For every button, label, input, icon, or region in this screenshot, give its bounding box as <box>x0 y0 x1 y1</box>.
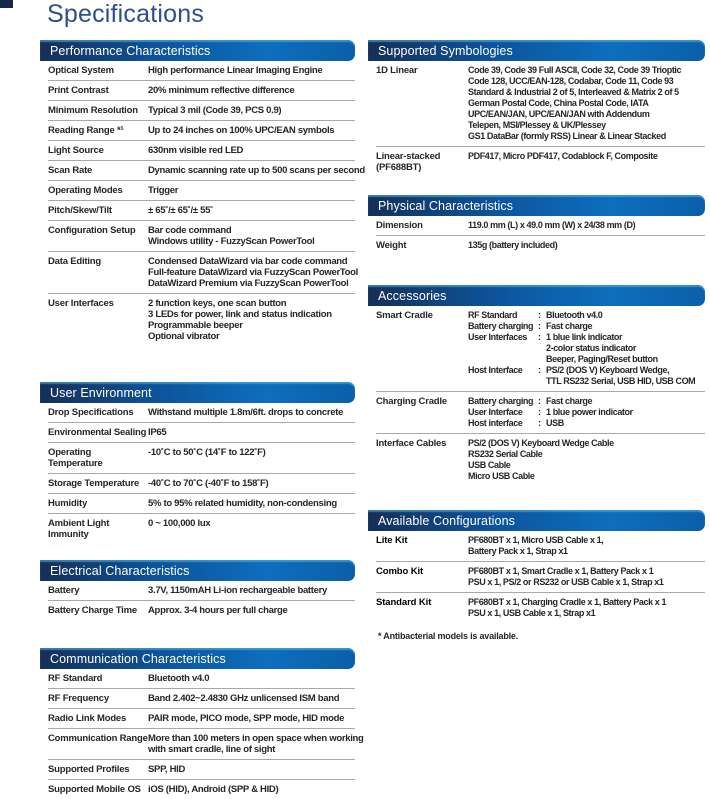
table-row <box>376 216 705 236</box>
sub-label: Host interface <box>468 418 523 428</box>
row-label <box>376 396 468 429</box>
sub-label: User Interfaces <box>468 332 528 342</box>
sub-value: Beeper, Paging/Reset button <box>546 354 658 364</box>
row-value <box>148 225 355 247</box>
spec-table-communication <box>48 669 364 799</box>
row-label-line: Smart Cradle <box>376 310 433 321</box>
row-label-line: Reading Range *¹ <box>48 125 124 136</box>
table-row <box>376 147 705 177</box>
sub-value: USB <box>546 418 564 428</box>
row-label <box>48 733 148 755</box>
row-value-line: Micro USB Cable <box>468 471 535 481</box>
section-electrical-characteristics <box>40 560 355 620</box>
row-label <box>48 427 148 438</box>
section-communication-characteristics <box>40 648 364 799</box>
row-value <box>148 145 355 156</box>
row-label-line: Lite Kit <box>376 535 408 546</box>
table-row <box>48 494 355 514</box>
row-label-line: Data Editing <box>48 256 102 267</box>
section-header-bar <box>368 195 705 216</box>
row-value <box>148 298 355 342</box>
section-header-bar <box>368 285 705 306</box>
colon-separator: : <box>538 418 541 428</box>
row-value-line: USB Cable <box>468 460 511 470</box>
row-label <box>48 407 148 418</box>
sub-label <box>468 376 538 387</box>
colon-separator: : <box>538 407 541 417</box>
table-row <box>48 181 355 201</box>
table-row <box>48 141 355 161</box>
row-label <box>48 764 148 775</box>
row-value-line: Full-feature DataWizard via FuzzyScan PowerTool <box>148 267 358 278</box>
section-header-bar <box>40 648 355 669</box>
row-value <box>148 205 355 216</box>
section-header-bar <box>40 40 355 61</box>
row-label-line: Optical System <box>48 65 114 76</box>
row-value <box>148 585 355 596</box>
row-value-line: PS/2 (DOS V) Keyboard Wedge Cable <box>468 438 614 448</box>
row-value <box>148 165 365 176</box>
section-header-bar <box>368 40 705 61</box>
table-row <box>48 760 355 780</box>
table-row <box>48 81 355 101</box>
row-value-line: More than 100 meters in open space when working <box>148 733 364 744</box>
row-label-line: Battery Charge Time <box>48 605 137 616</box>
table-row <box>376 236 705 255</box>
row-value-line: with smart cradle, line of sight <box>148 744 276 755</box>
page-corner-mark <box>0 0 13 8</box>
colon-separator <box>538 343 546 354</box>
table-row <box>48 689 355 709</box>
colon-separator: : <box>538 365 541 375</box>
section-title: Communication Characteristics <box>50 651 226 666</box>
row-value <box>148 498 355 509</box>
row-label-line: Minimum Resolution <box>48 105 138 116</box>
section-header-bar <box>40 560 355 581</box>
row-value-line <box>468 418 705 429</box>
sub-value: Fast charge <box>546 396 593 406</box>
row-value-line: UPC/EAN/JAN, UPC/EAN/JAN with Addendum <box>468 109 650 119</box>
row-label-line: Operating Modes <box>48 185 123 196</box>
row-value-line: PDF417, Micro PDF417, Codablock F, Composite <box>468 151 658 161</box>
row-value <box>468 396 705 429</box>
spec-table-performance <box>48 61 365 346</box>
row-label-line: Ambient Light Immunity <box>48 518 110 540</box>
row-value <box>148 693 355 704</box>
row-value-line: Trigger <box>148 185 179 196</box>
sub-label: Host Interface <box>468 365 523 375</box>
row-value-line: Code 128, UCC/EAN-128, Codabar, Code 11, Code 93 <box>468 76 674 86</box>
row-label <box>48 225 148 247</box>
row-value-line: Windows utility - FuzzyScan PowerTool <box>148 236 315 247</box>
row-label-line: 1D Linear <box>376 65 418 76</box>
row-value-line: 3 LEDs for power, link and status indication <box>148 309 332 320</box>
table-row <box>376 531 705 562</box>
row-value-line: 2 function keys, one scan button <box>148 298 287 309</box>
row-value-line: 119.0 mm (L) x 49.0 mm (W) x 24/38 mm (D) <box>468 220 636 230</box>
row-value <box>148 713 355 724</box>
table-row <box>48 729 364 760</box>
row-value-line <box>468 407 705 418</box>
row-label <box>48 165 148 176</box>
table-row <box>48 252 358 294</box>
table-row <box>48 514 355 544</box>
row-value-line: Telepen, MSI/Plessey & UK/Plessey <box>468 120 606 130</box>
row-label <box>48 256 148 289</box>
row-value-line: PSU x 1, USB Cable x 1, Strap x1 <box>468 608 596 618</box>
sub-label: Battery charging <box>468 396 534 406</box>
spec-table-physical <box>376 216 705 255</box>
row-label-line: Configuration Setup <box>48 225 136 236</box>
row-value-line: PF680BT x 1, Micro USB Cable x 1, <box>468 535 604 545</box>
row-label-line: Interface Cables <box>376 438 447 449</box>
row-label-line: Print Contrast <box>48 85 109 96</box>
row-value <box>148 65 355 76</box>
row-value <box>148 605 355 616</box>
row-label <box>376 220 468 231</box>
section-supported-symbologies <box>368 40 705 177</box>
spec-table-electrical <box>48 581 355 620</box>
sub-value: TTL RS232 Serial, USB HID, USB COM <box>546 376 696 386</box>
row-value <box>148 185 355 196</box>
row-value <box>148 105 355 116</box>
table-row <box>48 161 365 181</box>
row-label-line: RF Standard <box>48 673 103 684</box>
table-row <box>48 474 355 494</box>
row-value-line <box>468 343 705 354</box>
row-value-line: GS1 DataBar (formly RSS) Linear & Linear Stacked <box>468 131 666 141</box>
row-value-line: Code 39, Code 39 Full ASCII, Code 32, Code 39 Trioptic <box>468 65 682 75</box>
colon-separator: : <box>538 321 541 331</box>
row-label <box>48 498 148 509</box>
row-value-line: Withstand multiple 1.8m/6ft. drops to concrete <box>148 407 344 418</box>
row-value-line: 0 ~ 100,000 lux <box>148 518 211 529</box>
row-value-line: 630nm visible red LED <box>148 145 244 156</box>
row-value <box>148 85 355 96</box>
sub-label: RF Standard <box>468 310 518 320</box>
section-header-bar <box>368 510 705 531</box>
row-label <box>48 447 148 469</box>
row-value <box>468 597 705 619</box>
row-label-line: Combo Kit <box>376 566 424 577</box>
left-column <box>40 40 365 799</box>
row-value-line: Approx. 3-4 hours per full charge <box>148 605 288 616</box>
row-value-line: 5% to 95% related humidity, non-condensing <box>148 498 337 509</box>
row-label <box>48 205 148 216</box>
row-value <box>148 256 358 289</box>
row-label-line: Light Source <box>48 145 104 156</box>
row-label-line: Supported Mobile OS <box>48 784 141 795</box>
row-label <box>376 597 468 619</box>
row-value-line <box>468 332 705 343</box>
row-value <box>468 240 705 251</box>
row-label <box>376 151 468 173</box>
row-value-line: Battery Pack x 1, Strap x1 <box>468 546 568 556</box>
row-value-line: High performance Linear Imaging Engine <box>148 65 323 76</box>
sub-value: Fast charge <box>546 321 593 331</box>
row-value-line: RS232 Serial Cable <box>468 449 543 459</box>
sub-label <box>468 343 538 354</box>
sub-label: Battery charging <box>468 321 534 331</box>
sub-value: PS/2 (DOS V) Keyboard Wedge, <box>546 365 670 375</box>
row-value <box>148 427 355 438</box>
row-value-line: Typical 3 mil (Code 39, PCS 0.9) <box>148 105 282 116</box>
sub-value: Bluetooth v4.0 <box>546 310 603 320</box>
spec-table-user-environment <box>48 403 355 544</box>
row-value <box>148 673 355 684</box>
row-value-line <box>468 365 705 376</box>
row-value-line: 3.7V, 1150mAH Li-ion rechargeable battery <box>148 585 328 596</box>
table-row <box>48 780 355 799</box>
row-label <box>376 240 468 251</box>
row-value-line <box>468 321 705 332</box>
section-physical-characteristics <box>368 195 705 255</box>
colon-separator <box>538 354 546 365</box>
row-value <box>468 220 705 231</box>
row-value-line: Up to 24 inches on 100% UPC/EAN symbols <box>148 125 335 136</box>
spec-columns <box>40 40 705 799</box>
table-row <box>376 306 705 392</box>
row-value-line <box>468 376 705 387</box>
sub-label <box>468 354 538 365</box>
row-label <box>48 605 148 616</box>
row-label-line: Scan Rate <box>48 165 93 176</box>
row-label <box>48 673 148 684</box>
row-value <box>468 65 705 142</box>
row-label <box>48 693 148 704</box>
row-value <box>148 733 364 755</box>
row-value-line: Optional vibrator <box>148 331 220 342</box>
row-value-line: PF680BT x 1, Smart Cradle x 1, Battery Pack x 1 <box>468 566 654 576</box>
row-value-line: 135g (battery included) <box>468 240 558 250</box>
row-value-line: SPP, HID <box>148 764 186 775</box>
row-value-line: ± 65˚/± 65˚/± 55˚ <box>148 205 213 216</box>
table-row <box>48 601 355 620</box>
table-row <box>376 434 705 486</box>
sub-label: User Interface <box>468 407 523 417</box>
table-row <box>376 593 705 623</box>
table-row <box>48 581 355 601</box>
row-value-line: PAIR mode, PICO mode, SPP mode, HID mode <box>148 713 345 724</box>
row-label <box>48 518 148 540</box>
row-label <box>48 105 148 116</box>
colon-separator: : <box>538 396 541 406</box>
right-column <box>368 40 705 799</box>
row-value <box>468 566 705 588</box>
row-value <box>468 151 705 173</box>
row-value <box>148 407 355 418</box>
row-label <box>48 585 148 596</box>
row-value-line: -10˚C to 50˚C (14˚F to 122˚F) <box>148 447 266 458</box>
row-label-line: Standard Kit <box>376 597 432 608</box>
table-row <box>48 221 355 252</box>
row-value-line <box>468 310 705 321</box>
section-header-bar <box>40 382 355 403</box>
row-value <box>148 764 355 775</box>
row-value-line: DataWizard Premium via FuzzyScan PowerTool <box>148 278 349 289</box>
row-label-line: Supported Profiles <box>48 764 130 775</box>
row-label-line: Humidity <box>48 498 88 509</box>
table-row <box>48 201 355 221</box>
row-value-line: German Postal Code, China Postal Code, IATA <box>468 98 649 108</box>
row-label <box>48 185 148 196</box>
row-label <box>376 310 468 387</box>
spec-table-accessories <box>376 306 705 486</box>
row-value-line <box>468 354 705 365</box>
row-label <box>376 438 468 482</box>
row-label-line: Communication Range <box>48 733 148 744</box>
row-value-line: iOS (HID), Android (SPP & HID) <box>148 784 279 795</box>
row-value-line <box>468 396 705 407</box>
row-value <box>148 447 355 469</box>
colon-separator <box>538 376 546 387</box>
table-row <box>48 101 355 121</box>
row-label-line: Drop Specifications <box>48 407 134 418</box>
table-row <box>376 562 705 593</box>
footnote: * Antibacterial models is available. <box>378 631 519 641</box>
row-value-line: Programmable beeper <box>148 320 243 331</box>
row-label-line: Operating Temperature <box>48 447 103 469</box>
section-title: Supported Symbologies <box>378 43 513 58</box>
row-label <box>48 65 148 76</box>
row-label-line: Storage Temperature <box>48 478 140 489</box>
row-label <box>48 784 148 795</box>
row-label-line: Charging Cradle <box>376 396 447 407</box>
row-value-line: 20% minimum reflective difference <box>148 85 295 96</box>
section-title: Physical Characteristics <box>378 198 514 213</box>
row-value <box>148 784 355 795</box>
table-row <box>376 392 705 434</box>
row-label <box>48 298 148 342</box>
row-label <box>48 713 148 724</box>
row-label-line: (PF688BT) <box>376 162 422 173</box>
row-value-line: PF680BT x 1, Charging Cradle x 1, Battery Pack x 1 <box>468 597 667 607</box>
row-value <box>468 438 705 482</box>
section-title: Accessories <box>378 288 447 303</box>
row-value-line: PSU x 1, PS/2 or RS232 or USB Cable x 1, Strap x1 <box>468 577 664 587</box>
sub-value: 2-color status indicator <box>546 343 636 353</box>
row-value <box>148 478 355 489</box>
section-accessories <box>368 285 705 486</box>
row-value-line: Band 2.402~2.4830 GHz unlicensed ISM band <box>148 693 340 704</box>
row-value <box>468 535 705 557</box>
colon-separator: : <box>538 332 541 342</box>
row-label-line: Weight <box>376 240 407 251</box>
table-row <box>48 61 355 81</box>
section-available-configurations <box>368 510 705 623</box>
section-title: User Environment <box>50 385 152 400</box>
colon-separator: : <box>538 310 541 320</box>
row-label <box>48 85 148 96</box>
section-title: Available Configurations <box>378 513 515 528</box>
section-title: Electrical Characteristics <box>50 563 190 578</box>
sub-value: 1 blue power indicator <box>546 407 633 417</box>
section-performance-characteristics <box>40 40 365 346</box>
row-value-line: Standard & Industrial 2 of 5, Interleaved & Matrix 2 of 5 <box>468 87 679 97</box>
table-row <box>48 443 355 474</box>
sub-value: 1 blue link indicator <box>546 332 623 342</box>
section-user-environment <box>40 382 355 544</box>
row-value <box>468 310 705 387</box>
row-label <box>48 125 148 136</box>
row-value-line: Bar code command <box>148 225 232 236</box>
row-value-line: Bluetooth v4.0 <box>148 673 210 684</box>
row-label <box>376 566 468 588</box>
table-row <box>48 121 355 141</box>
table-row <box>376 61 705 147</box>
row-label-line: Battery <box>48 585 80 596</box>
row-label <box>48 145 148 156</box>
row-value-line: IP65 <box>148 427 167 438</box>
page-title: Specifications <box>47 0 205 28</box>
row-value <box>148 518 355 540</box>
row-label-line: RF Frequency <box>48 693 109 704</box>
row-value <box>148 125 355 136</box>
row-value-line: -40˚C to 70˚C (-40˚F to 158˚F) <box>148 478 269 489</box>
table-row <box>48 669 355 689</box>
spec-table-symbologies <box>376 61 705 177</box>
row-label-line: Pitch/Skew/Tilt <box>48 205 112 216</box>
section-title: Performance Characteristics <box>50 43 211 58</box>
row-value-line: Condensed DataWizard via bar code command <box>148 256 348 267</box>
table-row <box>48 294 355 346</box>
table-row <box>48 709 355 729</box>
table-row <box>48 403 355 423</box>
row-label-line: Environmental Sealing <box>48 427 147 438</box>
spec-table-configurations <box>376 531 705 623</box>
row-label <box>376 65 468 142</box>
row-label-line: Dimension <box>376 220 423 231</box>
row-label-line: User Interfaces <box>48 298 114 309</box>
row-label-line: Radio Link Modes <box>48 713 127 724</box>
row-value-line: Dynamic scanning rate up to 500 scans per second <box>148 165 365 176</box>
row-label <box>48 478 148 489</box>
row-label-line: Linear-stacked <box>376 151 441 162</box>
row-label <box>376 535 468 557</box>
table-row <box>48 423 355 443</box>
